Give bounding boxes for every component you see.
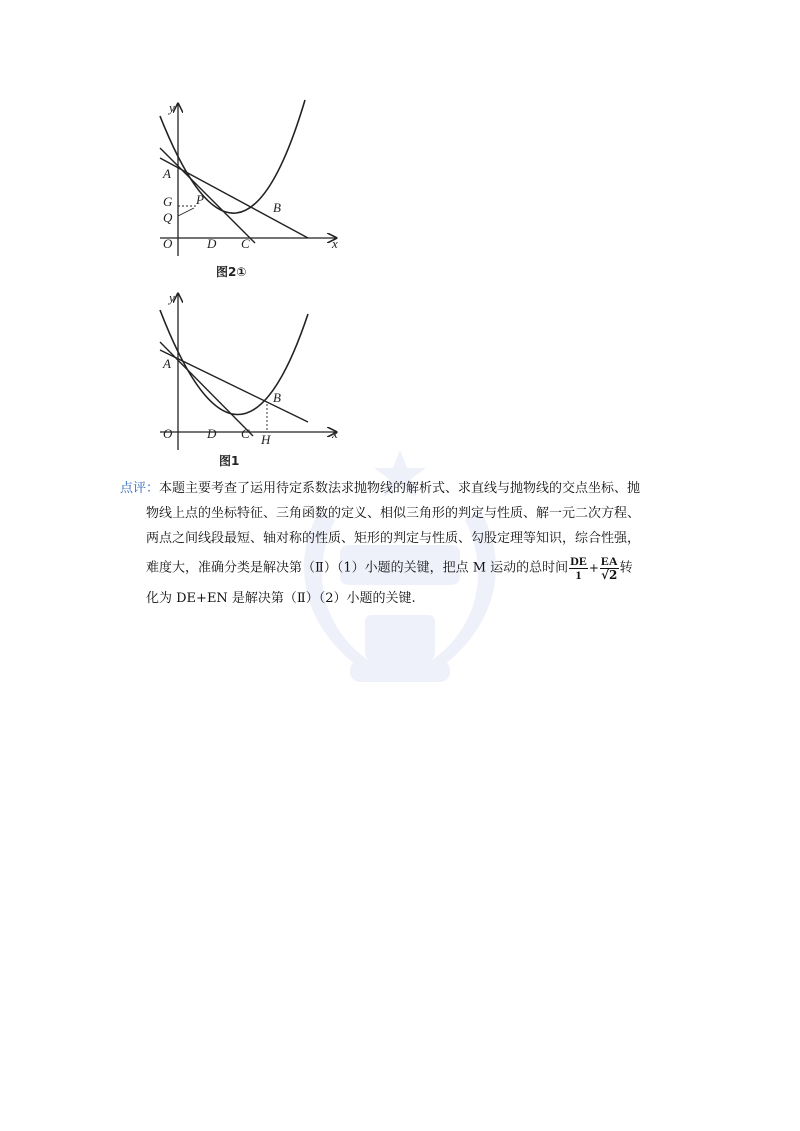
label-o: O bbox=[163, 426, 173, 441]
comment-line-3: 两点之间线段最短、轴对称的性质、矩形的判定与性质、勾股定理等知识，综合性强， bbox=[146, 531, 641, 546]
parabola-curve bbox=[160, 310, 308, 415]
comment-line-1 bbox=[120, 476, 700, 501]
figure-1 bbox=[150, 292, 350, 454]
label-x: x bbox=[332, 426, 338, 441]
label-c: C bbox=[241, 236, 250, 251]
comment-line-4 bbox=[120, 551, 700, 586]
parabola-curve bbox=[160, 100, 305, 213]
fraction-numerator: EA bbox=[600, 553, 618, 568]
label-b: B bbox=[273, 200, 281, 215]
comment-text-4b: 转 bbox=[619, 560, 633, 576]
label-y: y bbox=[169, 100, 175, 115]
parabola-diagram-1 bbox=[150, 292, 350, 454]
label-d: D bbox=[207, 236, 217, 251]
fraction-de-over-1 bbox=[569, 555, 588, 582]
label-a: A bbox=[163, 356, 171, 371]
fraction-ea-over-sqrt2 bbox=[600, 555, 619, 582]
comment-text-4a: 难度大，准确分类是解决第（Ⅱ）（1）小题的关键，把点 M 运动的总时间 bbox=[146, 560, 569, 576]
parabola-diagram-2-1 bbox=[150, 98, 350, 258]
label-h: H bbox=[261, 432, 271, 447]
fraction-denominator: 1 bbox=[575, 567, 582, 582]
label-p: P bbox=[196, 192, 204, 207]
label-b: B bbox=[273, 390, 281, 405]
label-g: G bbox=[163, 194, 173, 209]
plus-sign: + bbox=[588, 561, 599, 575]
label-a: A bbox=[163, 166, 171, 181]
fraction-denominator: √2 bbox=[601, 567, 618, 582]
line-ab bbox=[160, 350, 308, 422]
figure-2-1-caption: 图2① bbox=[216, 265, 247, 279]
label-y: y bbox=[169, 292, 175, 305]
comment-tag: 点评： bbox=[120, 481, 160, 496]
label-o: O bbox=[163, 236, 173, 251]
segment-q-p bbox=[178, 208, 194, 216]
comment-line-5: 化为 DE+EN 是解决第（Ⅱ）（2）小题的关键. bbox=[146, 590, 416, 606]
label-d: D bbox=[207, 426, 217, 441]
label-x: x bbox=[332, 236, 338, 251]
comment-line-2: 物线上点的坐标特征、三角函数的定义、相似三角形的判定与性质、解一元二次方程、 bbox=[146, 506, 641, 521]
fraction-numerator: DE bbox=[570, 553, 587, 568]
comment-text-1: 本题主要考查了运用待定系数法求抛物线的解析式、求直线与抛物线的交点坐标、抛 bbox=[159, 481, 641, 496]
line-ac bbox=[160, 148, 255, 243]
figure-1-caption: 图1 bbox=[219, 454, 240, 468]
comment-paragraph bbox=[120, 476, 700, 611]
line-ab bbox=[160, 158, 308, 238]
label-q: Q bbox=[163, 210, 173, 225]
figure-2-1 bbox=[150, 98, 350, 258]
label-c: C bbox=[241, 426, 250, 441]
